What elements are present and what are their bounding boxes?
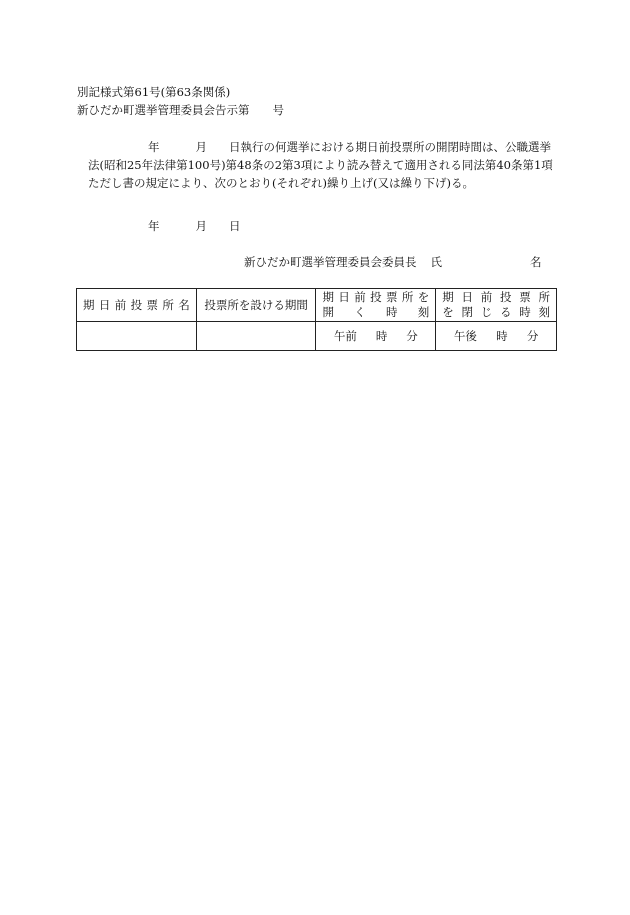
header-open-time: 期日前投票所を 開く時刻 — [316, 289, 436, 322]
header-polling-place-name: 期日前投票所名 — [77, 289, 197, 322]
schedule-table — [76, 288, 557, 351]
close-minute: 分 — [526, 328, 539, 343]
open-hour: 時 — [375, 328, 388, 343]
date-year: 年 — [148, 219, 160, 233]
body-month-label: 月 — [195, 140, 207, 154]
cell-close-time — [436, 322, 557, 351]
body-line-1-text: 日執行の何選挙における期日前投票所の開閉時間は、公職選挙 — [229, 140, 551, 154]
signature-line — [244, 254, 542, 270]
body-line-3: ただし書の規定により、次のとおり(それぞれ)繰り上げ(又は繰り下げ)る。 — [88, 176, 474, 190]
body-line-1 — [148, 139, 551, 155]
date-month: 月 — [195, 219, 207, 233]
date-day: 日 — [229, 219, 241, 233]
open-minute: 分 — [406, 328, 418, 343]
header-period: 投票所を設ける期間 — [196, 289, 316, 322]
signature-surname-label: 氏 — [430, 255, 442, 269]
close-hour: 時 — [496, 328, 508, 343]
table-row — [77, 322, 557, 351]
cell-open-time — [316, 322, 436, 351]
date-line — [148, 218, 241, 234]
notice-title: 新ひだか町選挙管理委員会告示第 号 — [77, 103, 284, 117]
close-ampm: 午後 — [453, 328, 477, 343]
signature-name-label: 名 — [530, 255, 542, 269]
body-year-label: 年 — [148, 140, 160, 154]
cell-period — [196, 322, 316, 351]
cell-polling-place-name — [77, 322, 197, 351]
open-ampm: 午前 — [333, 328, 357, 343]
table-header-row — [77, 289, 557, 322]
form-label: 別記様式第61号(第63条関係) — [77, 85, 231, 99]
signature-title: 新ひだか町選挙管理委員会委員長 — [244, 255, 417, 269]
body-line-2: 法(昭和25年法律第100号)第48条の2第3項により読み替えて適用される同法第40条第1項 — [88, 158, 553, 172]
header-close-time: 期日前投票所 を閉じる時刻 — [436, 289, 557, 322]
